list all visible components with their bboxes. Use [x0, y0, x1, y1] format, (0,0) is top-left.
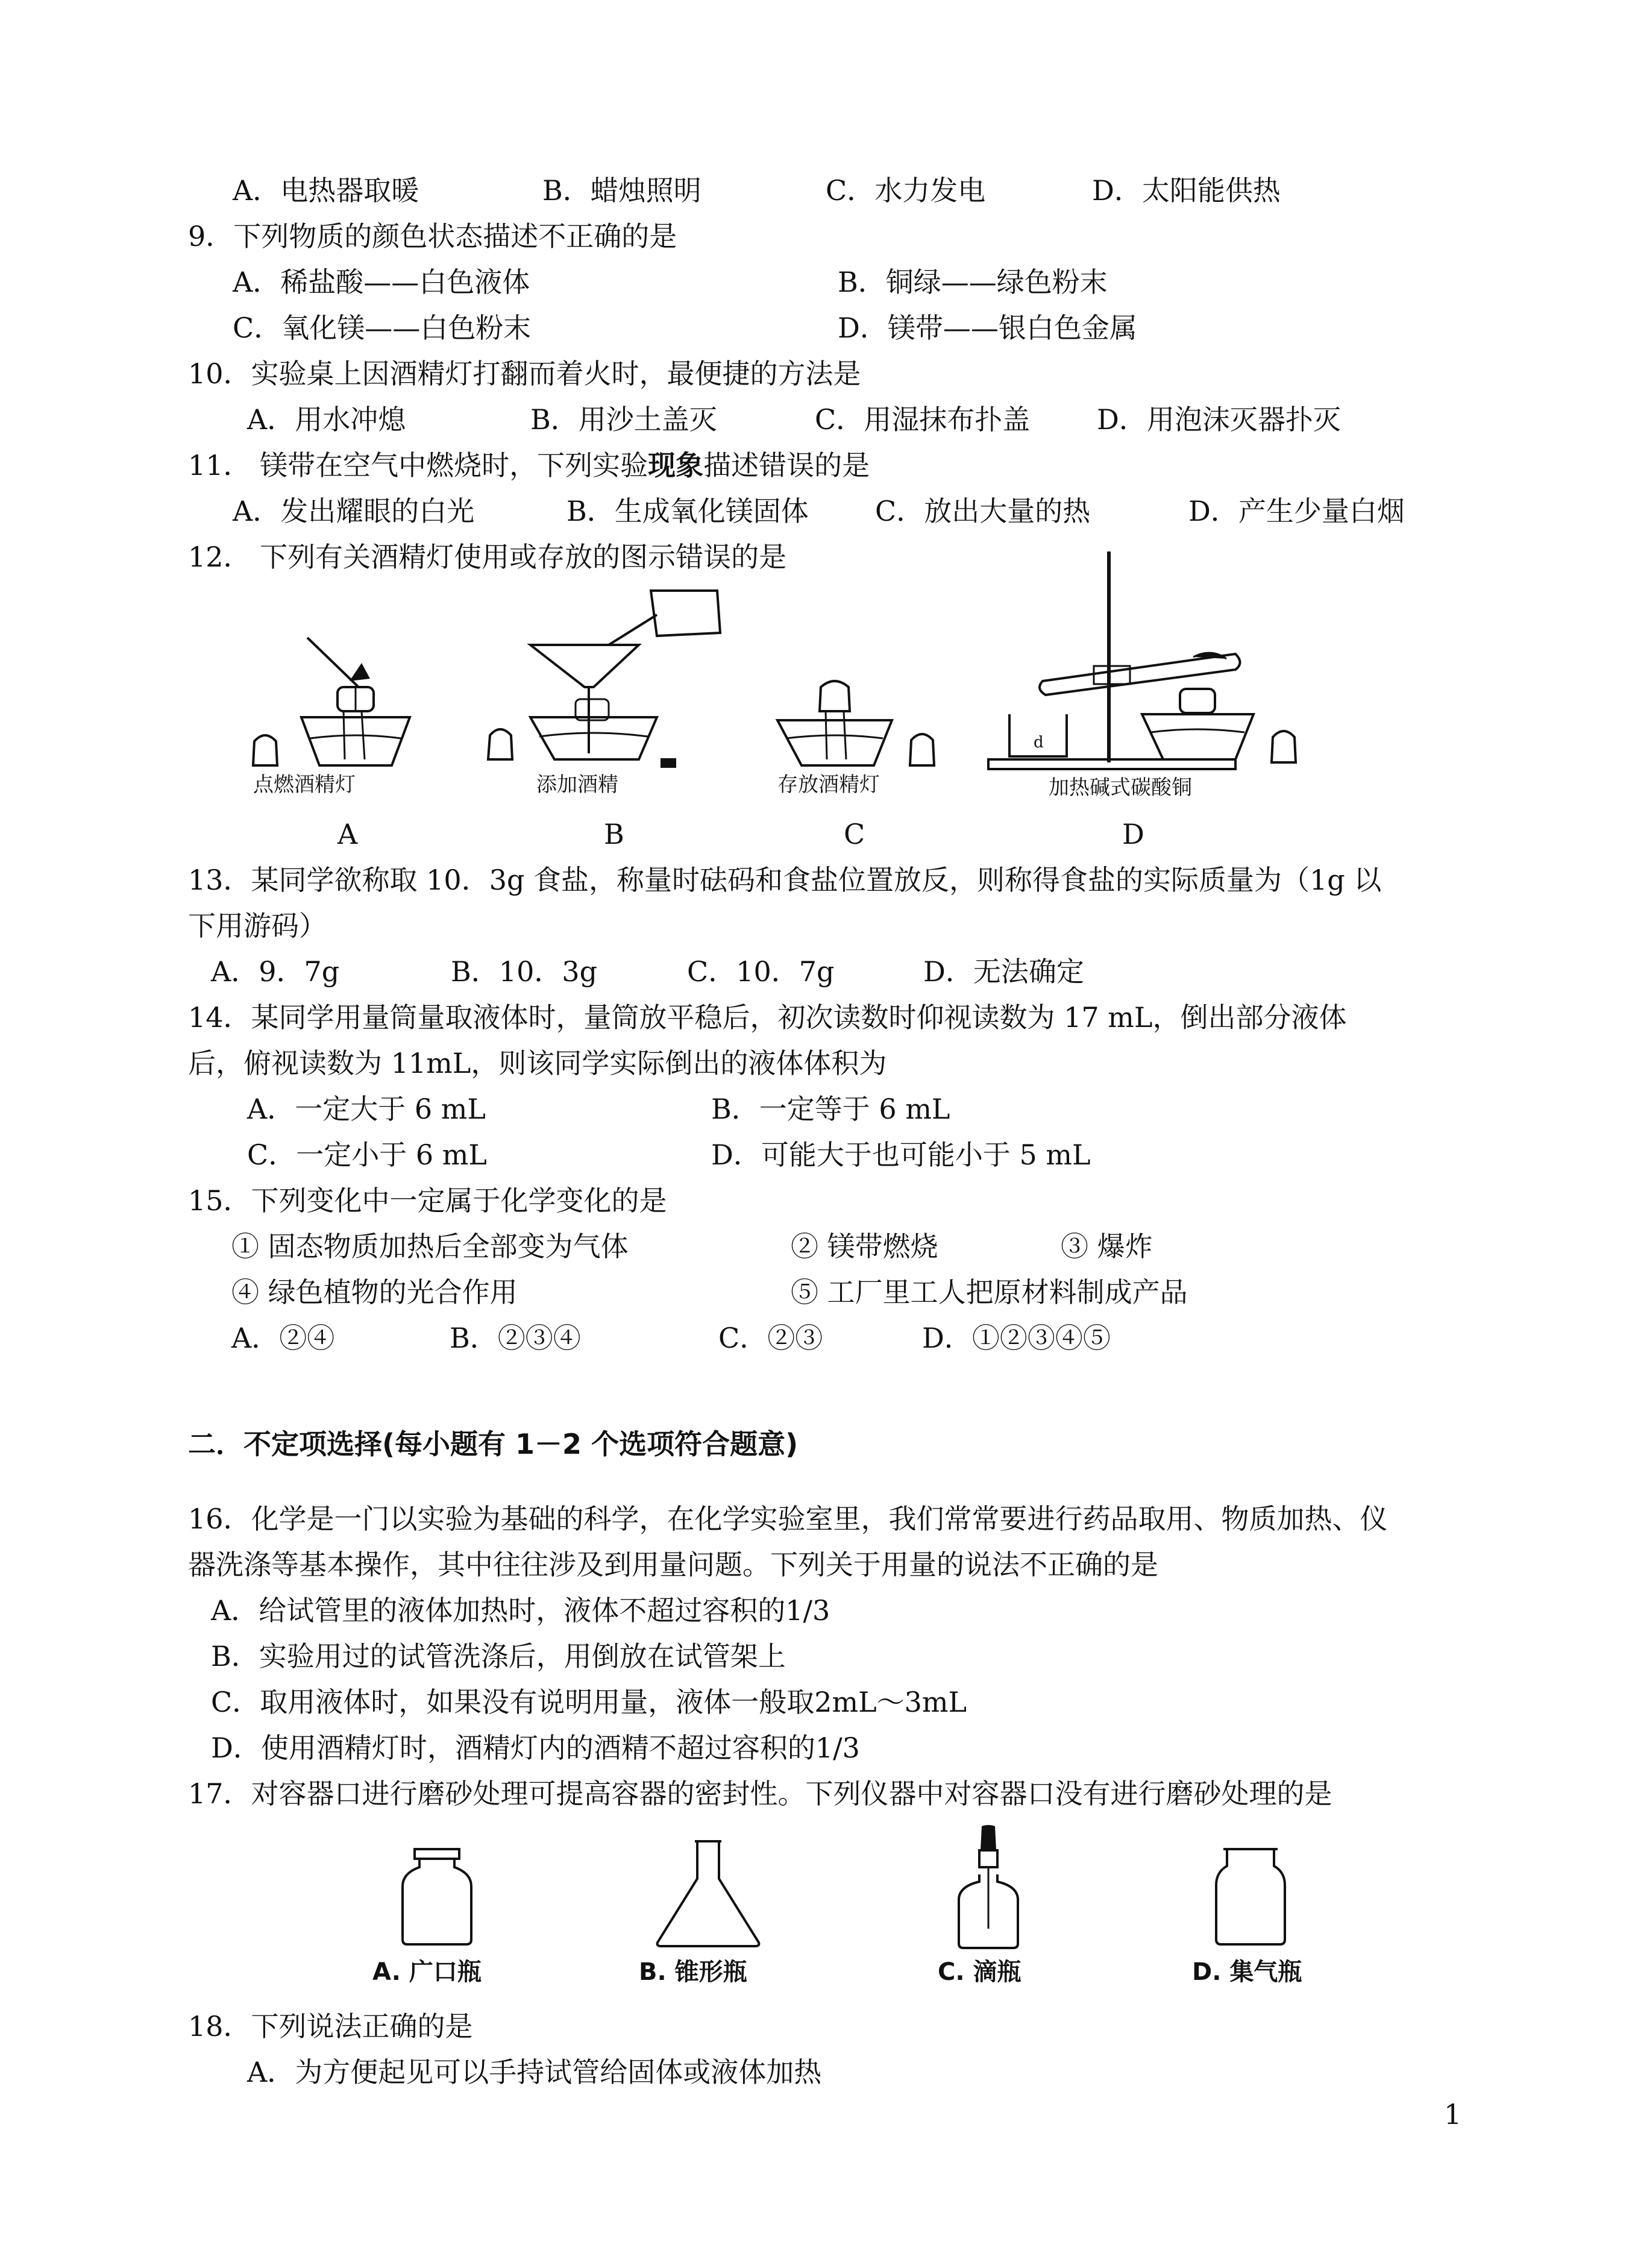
- q9-option-d: D．镁带——银白色金属: [838, 312, 1137, 344]
- q16-stem-line1: 16．化学是一门以实验为基础的科学，在化学实验室里，我们常常要进行药品取用、物质加热、仪: [188, 1503, 1388, 1535]
- q14-option-c: C．一定小于 6 mL: [247, 1139, 487, 1171]
- caption-gas-collecting-bottle: D. 集气瓶: [1192, 1958, 1302, 1986]
- q8-option-a: A．电热器取暖: [233, 174, 419, 207]
- caption-storing-alcohol-lamp: 存放酒精灯: [777, 773, 880, 797]
- q9-option-c: C．氧化镁——白色粉末: [233, 312, 532, 344]
- caption-conical-flask: B. 锥形瓶: [639, 1958, 747, 1986]
- q13-option-c: C．10．7g: [687, 955, 835, 988]
- q16-option-d: D．使用酒精灯时，酒精灯内的酒精不超过容积的1/3: [211, 1732, 860, 1764]
- q11-stem: [188, 447, 870, 483]
- q15-stem: 15．下列变化中一定属于化学变化的是: [188, 1184, 667, 1217]
- q15-option-a: A．②④: [231, 1322, 335, 1354]
- q12-letter-c: C: [844, 818, 865, 850]
- q9-option-b: B．铜绿——绿色粉末: [838, 266, 1108, 298]
- q14-option-d: D．可能大于也可能小于 5 mL: [711, 1139, 1091, 1171]
- q9-stem: 9．下列物质的颜色状态描述不正确的是: [188, 220, 677, 253]
- q14-stem-line2: 后，俯视读数为 11mL，则该同学实际倒出的液体体积为: [188, 1047, 887, 1079]
- q15-item-4: ④ 绿色植物的光合作用: [231, 1276, 518, 1308]
- figure-dropper-bottle: [955, 1826, 1021, 1950]
- q10-option-b: B．用沙土盖灭: [530, 403, 717, 436]
- figure-wide-mouth-bottle: [398, 1849, 476, 1946]
- q12-letter-d: D: [1122, 818, 1144, 850]
- q8-option-d: D．太阳能供热: [1092, 174, 1281, 207]
- q15-item-1: ① 固态物质加热后全部变为气体: [231, 1230, 629, 1263]
- q9-option-a: A．稀盐酸——白色液体: [233, 266, 530, 298]
- q15-option-d: D．①②③④⑤: [922, 1322, 1111, 1354]
- caption-adding-alcohol: 添加酒精: [536, 773, 618, 797]
- q12-letter-b: B: [604, 818, 624, 850]
- q12-stem: 12． 下列有关酒精灯使用或存放的图示错误的是: [188, 541, 787, 573]
- q16-option-a: A．给试管里的液体加热时，液体不超过容积的1/3: [211, 1594, 830, 1627]
- q17-stem: 17．对容器口进行磨砂处理可提高容器的密封性。下列仪器中对容器口没有进行磨砂处理的是: [188, 1777, 1332, 1810]
- q14-option-a: A．一定大于 6 mL: [247, 1093, 486, 1125]
- q15-item-3: ③ 爆炸: [1061, 1230, 1153, 1263]
- q11-stem-post: 描述错误的是: [703, 449, 870, 482]
- figure-gas-collecting-bottle: [1211, 1849, 1290, 1946]
- q11-option-d: D．产生少量白烟: [1188, 495, 1405, 527]
- q18-stem: 18．下列说法正确的是: [188, 2010, 473, 2043]
- q15-option-b: B．②③④: [450, 1322, 581, 1354]
- caption-lighting-alcohol-lamp: 点燃酒精灯: [253, 773, 356, 797]
- q16-stem-line2: 器洗涤等基本操作，其中往往涉及到用量问题。下列关于用量的说法不正确的是: [188, 1548, 1158, 1581]
- q10-option-c: C．用湿抹布扑盖: [815, 403, 1031, 436]
- q13-option-b: B．10．3g: [451, 955, 598, 988]
- q16-option-c: C．取用液体时，如果没有说明用量，液体一般取2mL～3mL: [211, 1686, 967, 1718]
- section-2-title: 二．不定项选择(每小题有 1－2 个选项符合题意): [188, 1428, 799, 1460]
- caption-dropper-bottle: C. 滴瓶: [938, 1958, 1021, 1986]
- figure-adding-alcohol: [488, 579, 729, 777]
- q15-item-5: ⑤ 工厂里工人把原材料制成产品: [791, 1276, 1188, 1308]
- figure-conical-flask: [654, 1841, 762, 1949]
- q18-option-a: A．为方便起见可以手持试管给固体或液体加热: [247, 2056, 822, 2088]
- q10-option-a: A．用水冲熄: [247, 403, 406, 436]
- q15-item-2: ② 镁带燃烧: [791, 1230, 938, 1263]
- q13-stem-line1: 13．某同学欲称取 10．3g 食盐，称量时砝码和食盐位置放反，则称得食盐的实际质量为（1g 以: [188, 864, 1382, 896]
- figure-storing-alcohol-lamp: [765, 675, 952, 784]
- q8-option-b: B．蜡烛照明: [542, 174, 701, 207]
- q13-option-a: A．9．7g: [211, 955, 340, 988]
- q12-letter-a: A: [337, 818, 358, 850]
- q14-stem-line1: 14．某同学用量筒量取液体时，量筒放平稳后，初次读数时仰视读数为 17 mL，倒出部分液体: [188, 1001, 1347, 1034]
- q14-option-b: B．一定等于 6 mL: [711, 1093, 950, 1125]
- q8-option-c: C．水力发电: [826, 174, 986, 207]
- q13-option-d: D．无法确定: [923, 955, 1084, 988]
- q10-option-d: D．用泡沫灭器扑灭: [1097, 403, 1341, 436]
- q16-option-b: B．实验用过的试管洗涤后，用倒放在试管架上: [211, 1640, 786, 1673]
- figure-heating-copper-carbonate: [988, 551, 1314, 777]
- figure-lighting-alcohol-lamp: [241, 621, 416, 784]
- q11-stem-pre: 11． 镁带在空气中燃烧时，下列实验: [188, 449, 648, 482]
- q15-option-c: C．②③: [718, 1322, 823, 1354]
- page-number: 1: [1444, 2098, 1462, 2131]
- q10-stem: 10．实验桌上因酒精灯打翻而着火时，最便捷的方法是: [188, 357, 861, 390]
- q11-option-a: A．发出耀眼的白光: [233, 495, 475, 527]
- caption-heating-copper-carbonate: 加热碱式碳酸铜: [1049, 776, 1192, 800]
- q11-stem-bold: 现象: [648, 449, 704, 482]
- q11-option-c: C．放出大量的热: [875, 495, 1091, 527]
- caption-wide-mouth-bottle: A. 广口瓶: [372, 1958, 482, 1986]
- q13-stem-line2: 下用游码）: [188, 909, 327, 942]
- svg-text:d: d: [1034, 733, 1044, 752]
- q11-option-b: B．生成氧化镁固体: [566, 495, 809, 527]
